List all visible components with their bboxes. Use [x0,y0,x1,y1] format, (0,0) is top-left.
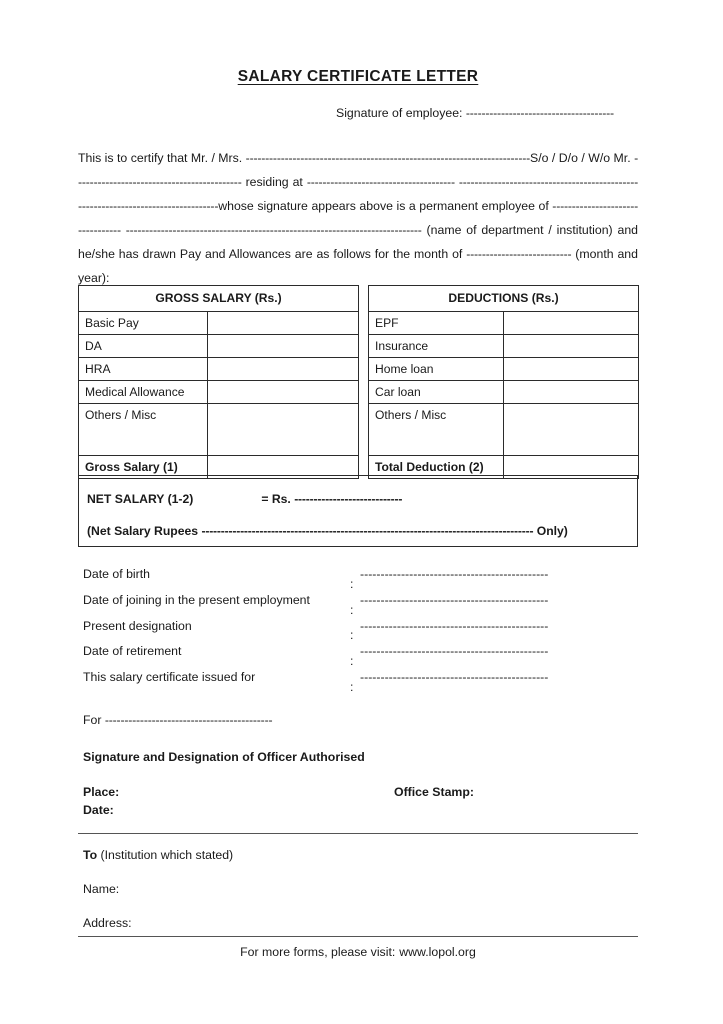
gross-row-value-1[interactable] [208,335,359,358]
residing-at-text: residing at [245,175,303,189]
gross-row-value-0[interactable] [208,312,359,335]
table-row [79,335,359,358]
deduction-row-value-4[interactable] [504,404,639,456]
detail-label-2: Present designation [83,618,192,633]
gross-row-label-1: DA [79,335,208,358]
table-header-row [79,286,359,312]
deduction-row-value-2[interactable] [504,358,639,381]
detail-row-date-of-retirement [83,639,638,669]
table-header-row [369,286,639,312]
whose-text: whose [218,199,254,213]
footer-text: For more forms, please visit: [240,945,396,959]
department-clause-text: department / institution) and he/she has drawn Pay and Allowances are as follows for the [78,223,638,261]
detail-fill-1[interactable]: ---------------------------------------------- [360,592,549,607]
name-of-text: (name of [426,223,477,237]
deduction-row-label-2: Home loan [369,358,504,381]
month-of-text: month of [414,247,463,261]
address-fill-1[interactable]: -------------------------------------- [306,175,455,189]
office-stamp-label: Office Stamp: [394,785,474,799]
detail-row-present-designation [83,614,638,643]
net-salary-amount-fill[interactable]: ---------------------------- [294,492,403,506]
signature-of-employee-line [336,106,638,120]
detail-colon-4: : [350,679,354,694]
gross-row-value-3[interactable] [208,381,359,404]
detail-label-3: Date of retirement [83,644,182,659]
table-row [79,381,359,404]
for-fill[interactable]: ------------------------------------------- [104,713,273,727]
detail-fill-4[interactable]: ---------------------------------------------- [360,670,549,685]
net-salary-label: NET SALARY (1-2) [87,492,194,506]
gross-row-value-4[interactable] [208,404,359,456]
deduction-row-label-4: Others / Misc [369,404,504,456]
for-label: For [83,713,102,727]
month-fill[interactable]: --------------------------- [466,247,572,261]
officer-designation-text: Signature and Designation of Officer Authorised [83,750,365,764]
address-fill-2[interactable]: ---------------------------------------------------------------------------------- [78,175,638,213]
detail-row-date-of-joining [83,588,638,617]
detail-row-issued-for [83,665,638,694]
permanent-employee-text: signature appears above is a permanent employee of [257,199,549,213]
certify-lead-text: This is to certify that Mr. / Mrs. [78,151,243,165]
to-address-line [83,906,233,940]
gross-row-label-3: Medical Allowance [79,381,208,404]
employee-name-fill[interactable]: ------------------------------------------------------------------------- [245,151,531,165]
footer-url[interactable]: www.lopol.org [399,945,476,959]
to-note: (Institution which stated) [100,848,234,862]
deduction-row-value-3[interactable] [504,381,639,404]
for-line [83,713,272,727]
name-label: Name: [83,882,120,896]
net-salary-words-fill[interactable]: -------------------------------------------------------------------------------------- [201,524,534,538]
deduction-row-label-3: Car loan [369,381,504,404]
detail-colon-0: : [350,576,354,591]
to-block [83,838,233,940]
net-salary-equals: = Rs. [261,492,291,506]
footer [78,945,638,959]
table-row [369,335,639,358]
divider-above-footer [78,936,638,937]
deductions-header: DEDUCTIONS (Rs.) [369,286,639,312]
detail-row-date-of-birth [83,562,638,591]
table-row [369,358,639,381]
deduction-row-value-1[interactable] [504,335,639,358]
net-salary-words-prefix: (Net Salary Rupees [87,524,199,538]
total-deduction-label: Total Deduction (2) [369,456,504,479]
page-title: SALARY CERTIFICATE LETTER [237,68,479,85]
gross-row-label-2: HRA [79,358,208,381]
gross-row-label-0: Basic Pay [79,312,208,335]
table-row [79,312,359,335]
deductions-table [368,285,639,479]
detail-colon-2: : [350,628,354,643]
table-row [369,404,639,456]
deduction-row-label-0: EPF [369,312,504,335]
deduction-row-value-0[interactable] [504,312,639,335]
signature-of-employee-label: Signature of employee: [336,106,463,120]
gross-row-label-4: Others / Misc [79,404,208,456]
table-row [369,312,639,335]
employer-fill-2[interactable]: ---------------------------------------------------------------------------- [125,223,422,237]
divider-above-to-block [78,833,638,834]
detail-fill-3[interactable]: ---------------------------------------------- [360,644,549,659]
detail-colon-1: : [350,602,354,617]
to-name-line [83,872,233,906]
guardian-name-fill[interactable]: ------------------------------------------- [78,151,638,189]
gross-row-value-2[interactable] [208,358,359,381]
page-title-wrapper [78,68,638,86]
address-label: Address: [83,916,132,930]
gross-salary-total-label: Gross Salary (1) [79,456,208,479]
net-salary-words-line [87,524,631,538]
s-o-text: S/o / [530,151,556,165]
net-salary-amount-line [87,492,402,506]
detail-fill-0[interactable]: ---------------------------------------------- [360,567,549,581]
to-label: To [83,848,98,862]
table-row [369,381,639,404]
deduction-row-label-1: Insurance [369,335,504,358]
employee-details-list [83,562,638,694]
date-label: Date: [83,803,114,817]
month-and-year-text: (month and year): [78,247,638,285]
place-label: Place: [83,785,120,799]
d-o-w-o-text: D/o / W/o Mr. [558,151,631,165]
certification-paragraph [78,146,638,290]
detail-colon-3: : [350,654,354,669]
employer-fill-1[interactable]: --------------------------------- [78,199,638,237]
table-row [79,358,359,381]
detail-label-1: Date of joining in the present employment [83,592,310,607]
net-salary-box [78,475,638,547]
gross-salary-table [78,285,359,479]
detail-fill-2[interactable]: ---------------------------------------------- [360,618,549,633]
signature-of-employee-fill[interactable]: -------------------------------------- [465,106,614,120]
gross-salary-header: GROSS SALARY (Rs.) [79,286,359,312]
detail-label-0: Date of birth [83,567,150,581]
to-line [83,838,233,872]
net-salary-words-suffix: Only) [536,524,568,538]
detail-label-4: This salary certificate issued for [83,670,256,685]
table-row [79,404,359,456]
